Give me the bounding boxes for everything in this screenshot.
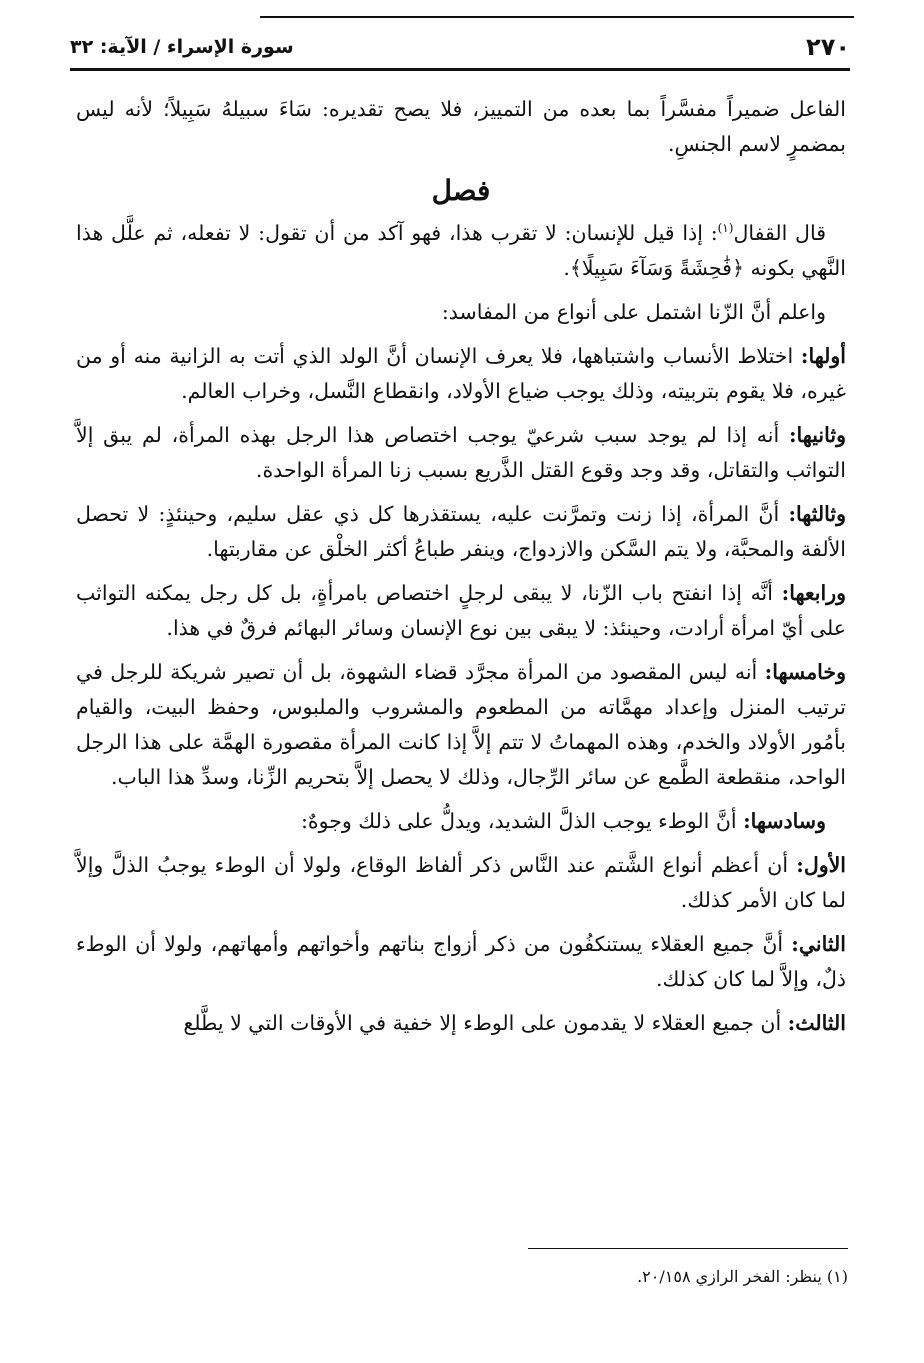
sixth-text: أنَّ الوطء يوجب الذلَّ الشديد، ويدلُّ على ذلك وجوهٌ: — [300, 809, 744, 833]
paragraph-fifth — [76, 655, 846, 795]
paragraph-first — [76, 339, 846, 409]
first-text: اختلاط الأنساب واشتباهها، فلا يعرف الإنسان أنَّ الولد الذي أتت به الزانية منه أو من غيره، فلا يقوم بتربيته، وذلك يوجب ضياع الأولاد، وانقطاع النَّسل، وخراب العالم. — [76, 344, 846, 403]
section-title: فصل — [431, 174, 491, 207]
aspect-two-lead: الثاني: — [791, 932, 846, 956]
fourth-text: أنَّه إذا انفتح باب الزّنا، لا يبقى لرجلٍ اختصاص بامرأةٍ، بل كل رجل يمكنه التواثب على أيّ امرأة أرادت، وحينئذ: لا يبقى بين نوع الإنسان وسائر البهائم فرقٌ في هذا. — [76, 581, 846, 640]
header-rule — [70, 68, 850, 71]
second-lead: وثانيها: — [788, 423, 846, 447]
aspect-one-lead: الأول: — [796, 853, 846, 877]
paragraph-aspect-two — [76, 927, 846, 997]
footnote-separator — [528, 1248, 848, 1249]
running-head: سورة الإسراء / الآية: ٣٢ — [70, 36, 294, 58]
paragraph-aspect-three — [76, 1006, 846, 1041]
aspect-one-text: أن أعظم أنواع الشَّتم عند النَّاس ذكر ألفاظ الوقاع، ولولا أن الوطء يوجبُ الذلَّ وإلاَّ لما كان الأمر كذلك. — [76, 853, 846, 912]
fourth-lead: ورابعها: — [781, 581, 846, 605]
third-lead: وثالثها: — [788, 502, 846, 526]
aspect-two-text: أنَّ جميع العقلاء يستنكفُون من ذكر أزواج بناتهم وأخواتهم وأمهاتهم، ولولا أن الوطء ذلٌ، وإلاَّ لما كان كذلك. — [76, 932, 846, 991]
aspect-three-lead: الثالث: — [787, 1011, 846, 1035]
paragraph-third — [76, 497, 846, 567]
fifth-text: أنه ليس المقصود من المرأة مجرَّد قضاء الشهوة، بل أن تصير شريكة للرجل في ترتيب المنزل وإعداد مهمَّاته من المطعوم والمشروب والملبوس، وحفظ البيت، والقيام بأمُور الأولاد والخدم، وهذه المهماتُ لا تتم إلاَّ إذا كانت المرأة مقصورة الهمَّة على هذا الرجل الواحد، منقطعة الطَّمع عن سائر الرِّجال، وذلك لا يحصل إلاَّ بتحريم الزِّنا، وسدِّ هذا الباب. — [76, 660, 846, 789]
qaffal-name: قال القفال — [733, 221, 826, 245]
page-header — [70, 30, 850, 64]
paragraph-intro: واعلم أنَّ الزّنا اشتمل على أنواع من المفاسد: — [441, 300, 826, 324]
paragraph-second — [76, 418, 846, 488]
aspect-three-text: أن جميع العقلاء لا يقدمون على الوطء إلا خفية في الأوقات التي لا يطَّلع — [183, 1011, 788, 1035]
third-text: أنَّ المرأة، إذا زنت وتمرَّنت عليه، يستقذرها كل ذي عقل سليم، وحينئذٍ: لا تحصل الألفة والمحبَّة، ولا يتم السَّكن والازدواج، وينفر طباعُ أكثر الخلْق عن مقاربتها. — [76, 502, 846, 561]
footnote-ref: (١) — [717, 221, 734, 236]
fifth-lead: وخامسها: — [764, 660, 846, 684]
page-body — [76, 92, 846, 1050]
sixth-lead: وسادسها: — [743, 809, 826, 833]
paragraph-sixth — [76, 804, 846, 839]
header-line — [260, 16, 854, 18]
paragraph-qaffal — [76, 216, 846, 286]
paragraph-fourth — [76, 576, 846, 646]
second-text: أنه إذا لم يوجد سبب شرعيّ يوجب اختصاص هذا الرجل بهذه المرأة، لم يبق إلاَّ التواثب والتقاتل، وقد وجد وقوع القتل الذَّريع بسبب زنا المرأة الواحدة. — [76, 423, 846, 482]
paragraph-aspect-one — [76, 848, 846, 918]
paragraph-continuation: الفاعل ضميراً مفسَّراً بما بعده من التمييز، فلا يصح تقديره: سَاءَ سبيلهُ سَبِيلاً؛ لأنه ليس بمضمرٍ لاسم الجنسِ. — [76, 97, 846, 156]
first-lead: أولها: — [800, 344, 846, 368]
footnote: (١) ينظر: الفخر الرازي ٢٠/١٥٨. — [637, 1267, 848, 1286]
qaffal-text: : إذا قيل للإنسان: لا تقرب هذا، فهو آكد من أن تقول: لا تفعله، ثم علَّل هذا النَّهي بكونه ﴿فَٰحِشَةً وَسَآءَ سَبِيلًا﴾. — [76, 221, 846, 280]
page-number: ٢٧٠ — [806, 33, 850, 61]
